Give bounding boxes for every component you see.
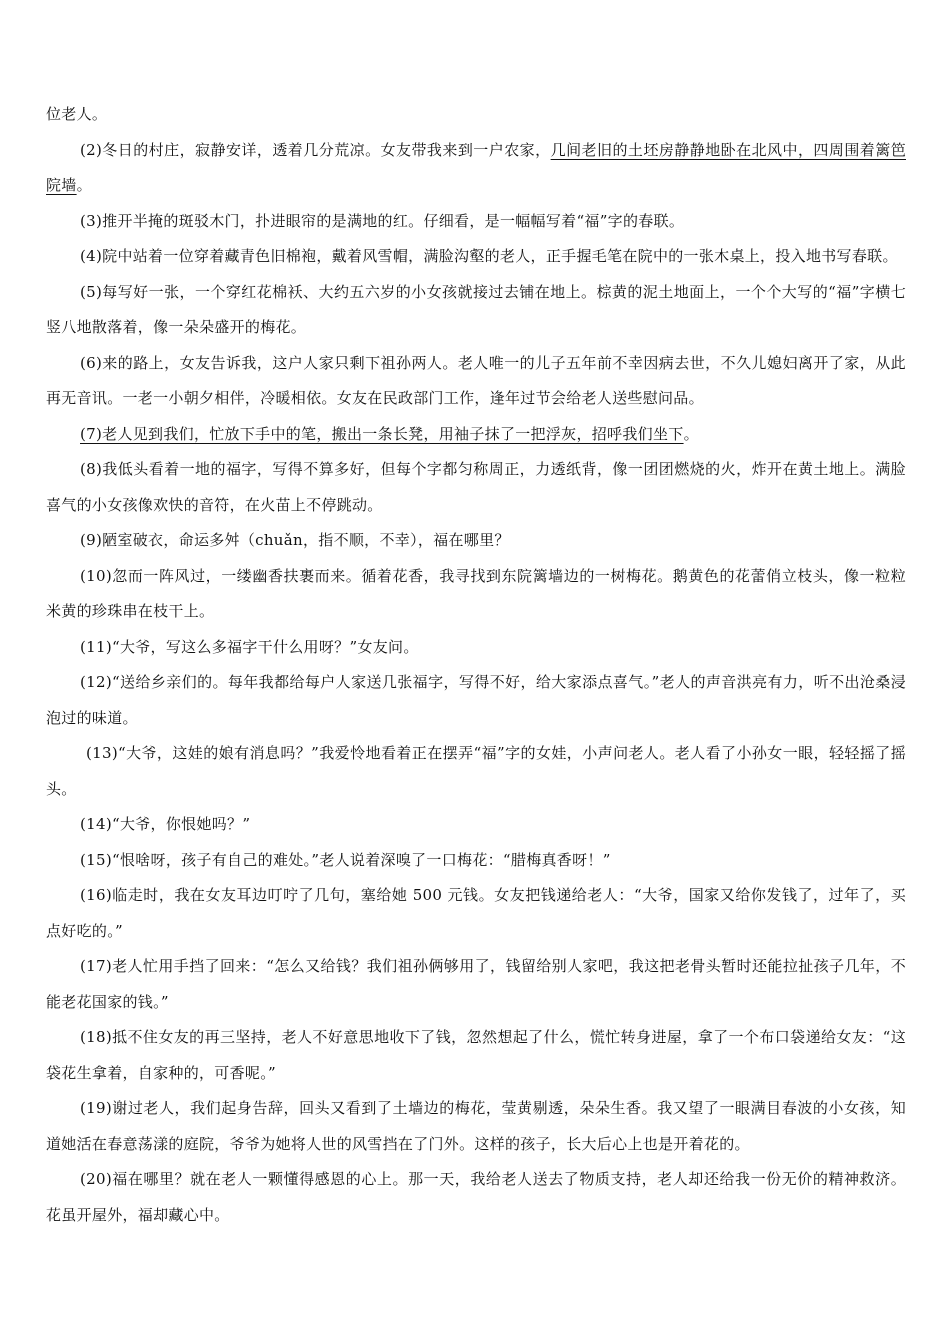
paragraph-9: (9)陋室破衣，命运多舛（chuǎn，指不顺，不幸），福在哪里？ — [80, 531, 510, 549]
paragraph-7 — [46, 417, 906, 453]
paragraph-2-lead: (2)冬日的村庄，寂静安详，透着几分荒凉。女友带我来到一户农家， — [80, 140, 551, 159]
paragraph-12: (12)“送给乡亲们的。每年我都给每户人家送几张福字，写得不好，给大家添点喜气。”老人的声音洪亮有力，听不出沧桑浸泡过的味道。 — [46, 673, 906, 727]
paragraph-16: (16)临走时，我在女友耳边叮咛了几句，塞给她 500 元钱。女友把钱递给老人：“大爷，国家又给你发钱了，过年了，买点好吃的。” — [46, 886, 906, 940]
paragraph-continuation: 位老人。 — [46, 105, 108, 123]
paragraph-2-end: 。 — [76, 176, 92, 194]
paragraph-7-end: 。 — [683, 424, 699, 443]
paragraph-6: (6)来的路上，女友告诉我，这户人家只剩下祖孙两人。老人唯一的儿子五年前不幸因病去世，不久儿媳妇离开了家，从此再无音讯。一老一小朝夕相伴，冷暖相依。女友在民政部门工作，逢年过节会给老人送些慰问品。 — [46, 353, 906, 407]
paragraph-17: (17)老人忙用手挡了回来：“怎么又给钱？我们祖孙俩够用了，钱留给别人家吧，我这把老骨头暂时还能拉扯孩子几年，不能老花国家的钱。” — [46, 957, 906, 1011]
paragraph-14: (14)“大爷，你恨她吗？” — [80, 815, 251, 833]
paragraph-4: (4)院中站着一位穿着藏青色旧棉袍，戴着风雪帽，满脸沟壑的老人，正手握毛笔在院中的一张木桌上，投入地书写春联。 — [80, 247, 898, 265]
paragraph-5: (5)每写好一张，一个穿红花棉袄、大约五六岁的小女孩就接过去铺在地上。棕黄的泥土地面上，一个个大写的“福”字横七竖八地散落着，像一朵朵盛开的梅花。 — [46, 282, 906, 336]
paragraph-7-underlined-sentence: (7)老人见到我们，忙放下手中的笔，搬出一条长凳，用袖子抹了一把浮灰，招呼我们坐下 — [80, 424, 684, 443]
paragraph-15: (15)“恨啥呀，孩子有自己的难处。”老人说着深嗅了一口梅花：“腊梅真香呀！” — [80, 850, 611, 869]
paragraph-10: (10)忽而一阵风过，一缕幽香扶裹而来。循着花香，我寻找到东院篱墙边的一树梅花。鹅黄色的花蕾俏立枝头，像一粒粒米黄的珍珠串在枝干上。 — [46, 566, 906, 620]
paragraph-11: (11)“大爷，写这么多福字干什么用呀？”女友问。 — [80, 637, 419, 656]
paragraph-20: (20)福在哪里？就在老人一颗懂得感恩的心上。那一天，我给老人送去了物质支持，老人却还给我一份无价的精神救济。花虽开屋外，福却藏心中。 — [46, 1170, 906, 1224]
paragraph-18: (18)抵不住女友的再三坚持，老人不好意思地收下了钱，忽然想起了什么，慌忙转身进屋，拿了一个布口袋递给女友：“这袋花生拿着，自家种的，可香呢。” — [46, 1028, 906, 1082]
paragraph-8: (8)我低头看着一地的福字，写得不算多好，但每个字都匀称周正，力透纸背，像一团团燃烧的火，炸开在黄土地上。满脸喜气的小女孩像欢快的音符，在火苗上不停跳动。 — [46, 460, 906, 514]
paragraph-2-underlined-sentence: 几间老旧的土坯房静静地卧在北风中，四周围着篱笆院墙 — [46, 140, 906, 194]
paragraph-2 — [46, 133, 906, 204]
paragraph-19: (19)谢过老人，我们起身告辞，回头又看到了土墙边的梅花，莹黄剔透，朵朵生香。我又望了一眼满目春波的小女孩，知道她活在春意荡漾的庭院，爷爷为她将人世的风雪挡在了门外。这样的孩子，长大后心上也是开着花的。 — [46, 1099, 906, 1153]
paragraph-13: (13)“大爷，这娃的娘有消息吗？”我爱怜地看着正在摆弄“福”字的女娃，小声问老人。老人看了小孙女一眼，轻轻摇了摇头。 — [46, 744, 906, 798]
paragraph-3: (3)推开半掩的斑驳木门，扑进眼帘的是满地的红。仔细看，是一幅幅写着“福”字的春联。 — [80, 211, 685, 230]
